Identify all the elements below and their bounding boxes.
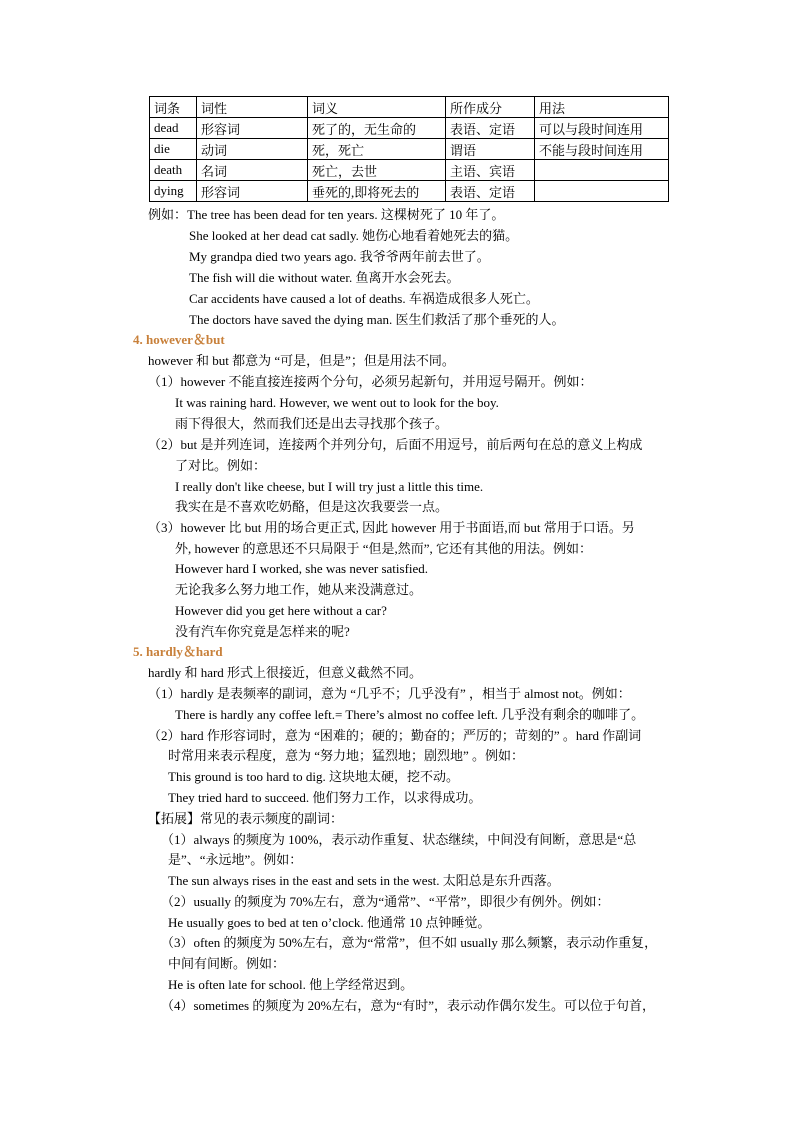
text-line: hardly 和 hard 形式上很接近，但意义截然不同。: [148, 665, 423, 680]
table-cell: 主语、宾语: [446, 160, 535, 181]
text-line: 了对比。例如：: [175, 458, 267, 473]
table-cell: 表语、定语: [446, 181, 535, 202]
example-line: Car accidents have caused a lot of deaths. 车祸造成很多人死亡。: [189, 291, 539, 306]
text-line: This ground is too hard to dig. 这块地太硬，挖不动。: [168, 769, 460, 784]
text-line: （2）usually 的频度为 70%左右，意为“通常”、“平常”，即很少有例外。例如：: [161, 894, 610, 909]
table-header-cell: 词性: [197, 97, 308, 118]
text-line: （2）but 是并列连词，连接两个并列分句，后面不用逗号，前后两句在总的意义上构成: [148, 437, 643, 452]
table-cell: 可以与段时间连用: [535, 118, 669, 139]
vocab-table: [149, 96, 669, 202]
table-header-row: [150, 97, 669, 118]
section-heading-hardly-hard: 5. hardly＆hard: [133, 644, 223, 659]
table-row: [150, 118, 669, 139]
text-line: 没有汽车你究竟是怎样来的呢?: [175, 624, 350, 639]
text-line: 我实在是不喜欢吃奶酪，但是这次我要尝一点。: [175, 499, 449, 514]
example-line: The fish will die without water. 鱼离开水会死去。: [189, 270, 460, 285]
text-line: （3）however 比 but 用的场合更正式, 因此 however 用于书面语,而 but 常用于口语。另: [148, 520, 635, 535]
text-line: They tried hard to succeed. 他们努力工作，以求得成功。: [168, 790, 482, 805]
table-cell: 死亡，去世: [308, 160, 446, 181]
table-row: [150, 139, 669, 160]
table-cell: 垂死的,即将死去的: [308, 181, 446, 202]
expansion-heading: 【拓展】常见的表示频度的副词：: [148, 811, 344, 826]
table-cell: die: [150, 139, 197, 160]
text-line: （1）however 不能直接连接两个分句，必须另起新句，并用逗号隔开。例如：: [148, 374, 593, 389]
text-line: （4）sometimes 的频度为 20%左右，意为“有时”，表示动作偶尔发生。可以位于句首，: [161, 998, 655, 1013]
example-line: 例如：The tree has been dead for ten years. 这棵树死了 10 年了。: [148, 207, 505, 222]
text-line: He usually goes to bed at ten o’clock. 他通常 10 点钟睡觉。: [168, 915, 491, 930]
table-cell: [535, 181, 669, 202]
table-cell: 名词: [197, 160, 308, 181]
table-header-cell: 用法: [535, 97, 669, 118]
text-line: 雨下得很大，然而我们还是出去寻找那个孩子。: [175, 416, 449, 431]
table-cell: 动词: [197, 139, 308, 160]
text-line: 无论我多么努力地工作，她从来没满意过。: [175, 582, 423, 597]
text-line: （1）always 的频度为 100%，表示动作重复、状态继续，中间没有间断，意思是“总: [161, 832, 637, 847]
table-cell: dying: [150, 181, 197, 202]
text-line: 时常用来表示程度，意为 “努力地；猛烈地；剧烈地” 。例如：: [168, 748, 525, 763]
table-cell: 表语、定语: [446, 118, 535, 139]
table-cell: death: [150, 160, 197, 181]
table-cell: 形容词: [197, 181, 308, 202]
text-line: however 和 but 都意为 “可是，但是”；但是用法不同。: [148, 353, 455, 368]
text-line: There is hardly any coffee left.= There’s almost no coffee left. 几乎没有剩余的咖啡了。: [175, 707, 645, 722]
text-line: 外, however 的意思还不只局限于 “但是,然而”, 它还有其他的用法。例如：: [175, 541, 593, 556]
text-line: It was raining hard. However, we went out to look for the boy.: [175, 395, 499, 410]
text-line: However hard I worked, she was never satisfied.: [175, 561, 429, 576]
table-cell: 谓语: [446, 139, 535, 160]
example-line: The doctors have saved the dying man. 医生们救活了那个垂死的人。: [189, 312, 565, 327]
table-row: [150, 181, 669, 202]
text-line: I really don't like cheese, but I will try just a little this time.: [175, 479, 484, 494]
text-line: （3）often 的频度为 50%左右，意为“常常”，但不如 usually 那么频繁，表示动作重复，: [161, 935, 658, 950]
text-line: 是”、“永远地”。例如：: [168, 852, 303, 867]
text-line: The sun always rises in the east and sets in the west. 太阳总是东升西落。: [168, 873, 560, 888]
text-line: However did you get here without a car?: [175, 603, 387, 618]
table-cell: dead: [150, 118, 197, 139]
text-line: （2）hard 作形容词时，意为 “困难的；硬的；勤奋的；严厉的；苛刻的” 。hard 作副词: [148, 728, 642, 743]
table-cell: 死了的，无生命的: [308, 118, 446, 139]
text-line: He is often late for school. 他上学经常迟到。: [168, 977, 414, 992]
table-header-cell: 词条: [150, 97, 197, 118]
text-line: （1）hardly 是表频率的副词，意为 “几乎不；几乎没有” ，相当于 almost not。例如：: [148, 686, 631, 701]
table-cell: [535, 160, 669, 181]
table-cell: 死，死亡: [308, 139, 446, 160]
table-cell: 不能与段时间连用: [535, 139, 669, 160]
example-line: She looked at her dead cat sadly. 她伤心地看着她死去的猫。: [189, 228, 519, 243]
section-heading-however-but: 4. however＆but: [133, 332, 225, 347]
table-header-cell: 词义: [308, 97, 446, 118]
table-header-cell: 所作成分: [446, 97, 535, 118]
table-row: [150, 160, 669, 181]
example-line: My grandpa died two years ago. 我爷爷两年前去世了。: [189, 249, 490, 264]
text-line: 中间有间断。例如：: [168, 956, 286, 971]
table-cell: 形容词: [197, 118, 308, 139]
